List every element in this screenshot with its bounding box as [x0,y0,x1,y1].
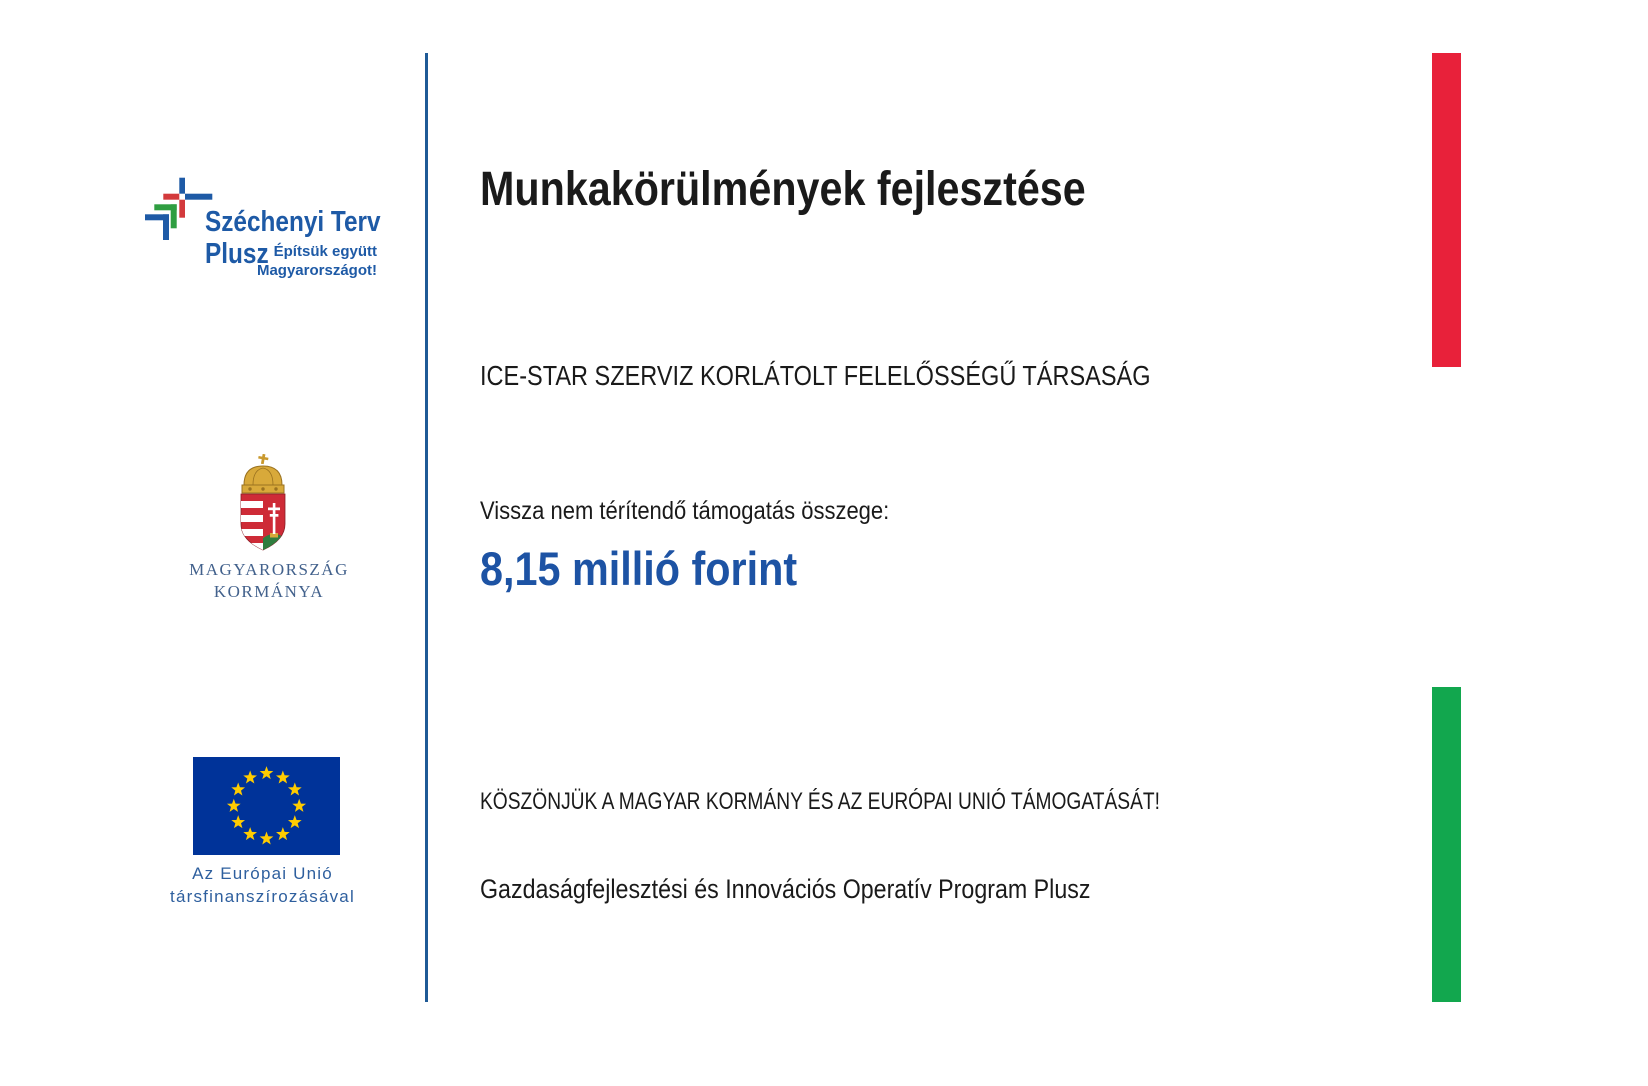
program-name: Gazdaságfejlesztési és Innovációs Operatív Program Plusz [480,874,1091,904]
vertical-divider-line [425,53,428,1002]
grant-amount-value: 8,15 millió forint [480,542,798,595]
szechenyi-logo-name-line2: Plusz [205,238,269,270]
grant-amount-label: Vissza nem térítendő támogatás összege: [480,497,890,525]
hungary-coat-of-arms-icon [237,454,289,554]
szechenyi-tagline-line1: Építsük együtt [273,243,377,260]
szechenyi-tagline-line2: Magyarországot! [256,261,377,279]
szechenyi-logo-tagline [205,243,377,281]
beneficiary-name: ICE-STAR SZERVIZ KORLÁTOLT FELELŐSSÉGŰ TÁRSASÁG [480,360,1151,391]
government-caption-line1: MAGYARORSZÁG [189,560,349,579]
szechenyi-logo-name-line1: Széchenyi Terv [205,206,381,238]
szechenyi-plus-cross-icon [145,175,213,241]
hungarian-flag-red-bar [1432,53,1461,367]
eu-cofinancing-caption [150,863,375,909]
hungarian-flag-green-bar [1432,687,1461,1002]
government-caption-line2: KORMÁNYA [213,582,325,602]
thanks-statement: KÖSZÖNJÜK A MAGYAR KORMÁNY ÉS AZ EURÓPAI UNIÓ TÁMOGATÁSÁT! [480,788,1160,815]
project-title: Munkakörülmények fejlesztése [480,163,1086,216]
eu-caption-line2: társfinanszírozásával [170,886,355,906]
eu-caption-line1: Az Európai Unió [192,864,333,883]
eu-flag-icon [193,757,340,855]
government-caption [155,559,383,603]
